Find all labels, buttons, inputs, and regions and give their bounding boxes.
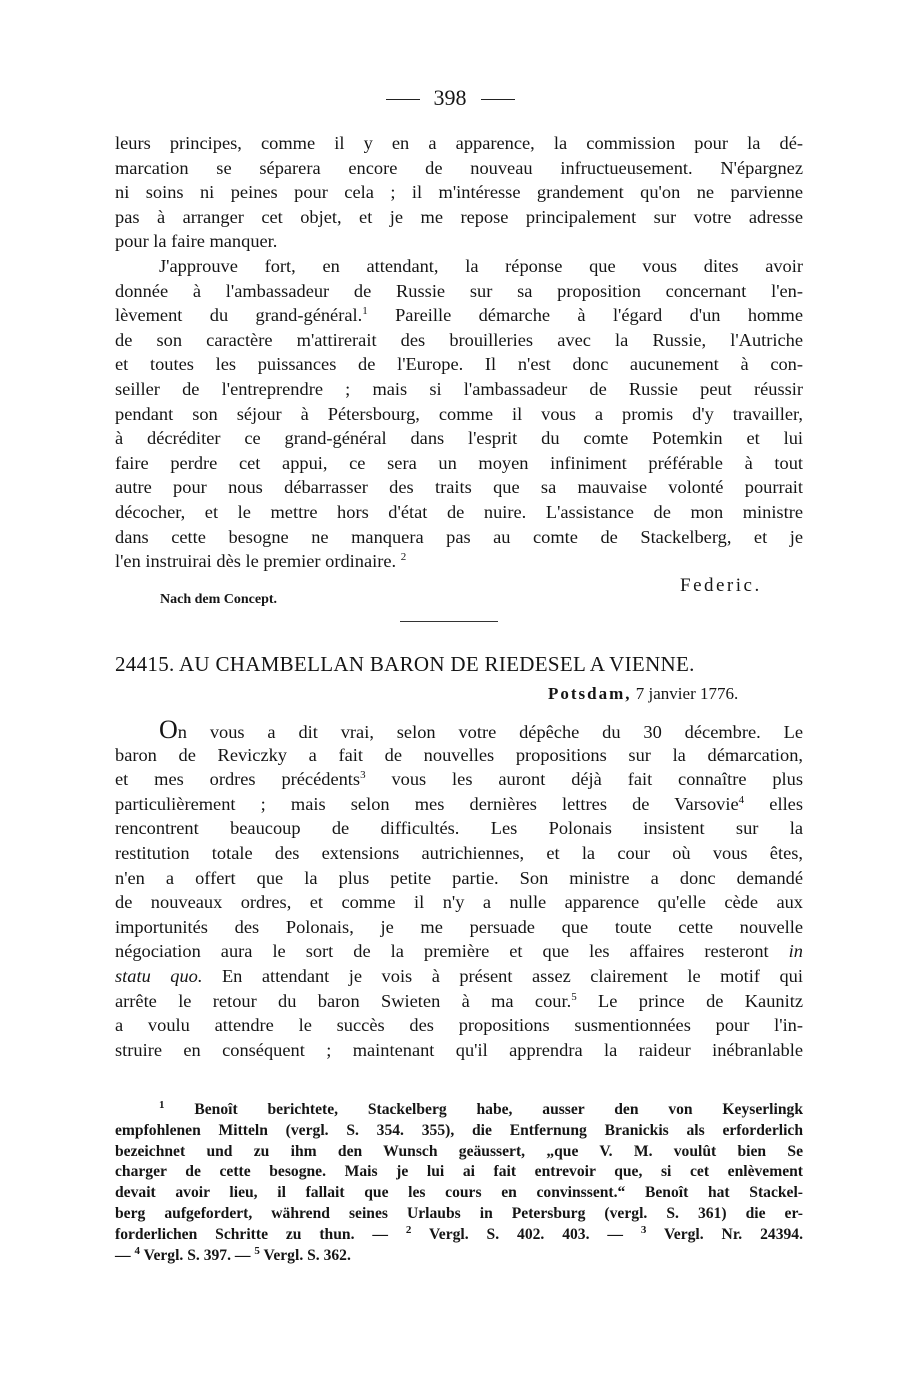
text-line: seiller de l'entreprendre ; mais si l'ambassadeur de Russie peut réussir [115,378,803,399]
text-line: à décréditer ce grand-général dans l'esprit du comte Potemkin et lui [115,428,803,449]
text-segment: Vergl. S. 362. [263,1246,351,1264]
text-segment: lèvement du grand-général. [115,305,363,326]
text-line: pendant son séjour à Pétersbourg, comme il vous a promis d'y travailler, [115,403,803,424]
text-line: marcation se séparera encore de nouveau infructueusement. N'épargnez [115,157,803,178]
text-segment: arrête le retour du baron Swieten à ma cour. [115,990,572,1011]
text-line: importunités des Polonais, je me persuade que toute cette nouvelle [115,916,803,937]
text-segment: forderlichen Schritte zu thun. — [115,1225,388,1243]
text-line: leurs principes, comme il y en a apparence, la commission pour la dé- [115,133,803,153]
text-line: rencontrent beaucoup de difficultés. Les Polonais insistent sur la [115,818,803,839]
footnote-line: bezeichnet und zu ihm den Wunsch geäussert, „que V. M. voulût bien Se [115,1142,803,1160]
text-segment: l'en instruirai dès le premier ordinaire. [115,551,397,572]
text-line: de nouveaux ordres, et comme il n'y a nulle apparence qu'elle cède aux [115,892,803,913]
footnote-marker: 1 [159,1098,165,1111]
text-line [115,939,803,964]
footnote-line: berg aufgefordert, während seines Urlaubs in Petersburg (vergl. S. 361) die er- [115,1204,803,1222]
text-line [115,964,803,989]
text-line: dans cette besogne ne manquera pas au comte de Stackelberg, et je [115,526,803,547]
text-segment: n vous a dit vrai, selon votre dépêche du 30 décembre. Le [177,722,803,742]
page-number-dash-right [481,99,515,100]
lead-letter: O [159,715,178,744]
footnote-line [115,1246,803,1267]
text-line [115,989,803,1014]
text-line: restitution totale des extensions autrichiennes, et la cour où vous êtes, [115,842,803,863]
text-line: et toutes les puissances de l'Europe. Il n'est donc aucunement à con- [115,354,803,375]
signature: Federic. [680,575,762,596]
footnote-marker: 4 [738,793,745,806]
italic-text: in [788,941,803,962]
text-segment: négociation aura le sort de la première et que les affaires resteront [115,941,769,962]
footnote-marker: 2 [400,550,407,563]
letter-title: AU CHAMBELLAN BARON DE RIEDESEL A VIENNE. [178,652,695,676]
text-line: autre pour nous débarrasser des traits que sa mauvaise volonté pourrait [115,477,803,498]
footnote-marker: 2 [405,1223,412,1236]
text-segment: — [115,1246,131,1264]
text-segment: et mes ordres précédents [115,769,361,790]
footnote-marker: 1 [362,305,368,318]
text-segment: En attendant je vois à présent assez clairement le motif qui [221,965,803,986]
footnotes [115,1100,803,1266]
page-number-dash-left [386,99,420,100]
letter-1-body [115,131,803,574]
dateline-date: 7 janvier 1776. [635,684,739,703]
text-line: de son caractère m'attirerait des brouilleries avec la Russie, l'Autriche [115,329,803,350]
letter-2-body [115,715,803,1062]
text-segment: Le prince de Kaunitz [598,990,803,1011]
section-divider [400,621,498,622]
footnote-marker: 3 [360,769,366,782]
text-line: ni soins ni peines pour cela ; il m'intéresse grandement qu'on ne parvienne [115,182,803,203]
text-line [115,549,803,574]
text-line: faire perdre cet appui, ce sera un moyen infiniment préférable à tout [115,452,803,473]
text-segment: Pareille démarche à l'égard d'un homme [395,305,803,326]
text-line: n'en a offert que la plus petite partie. Son ministre a donc demandé [115,867,803,888]
text-segment: particulièrement ; mais selon mes dernières lettres de Varsovie [115,793,739,814]
text-line [115,715,803,744]
text-line: donnée à l'ambassadeur de Russie sur sa proposition concernant l'en- [115,280,803,301]
text-segment: Vergl. S. 397. — [143,1246,251,1264]
text-line [115,767,803,792]
page-number [0,84,900,112]
text-line: pas à arranger cet objet, et je me repose principalement sur votre adresse [115,206,803,227]
footnote-line [115,1100,803,1121]
footnote-marker: 3 [640,1223,647,1236]
text-line: pour la faire manquer. [115,231,278,252]
text-segment: Vergl. Nr. 24394. [663,1225,803,1243]
letter-number: 24415. [115,652,175,676]
footnote-line: empfohlenen Mitteln (vergl. S. 354. 355), die Entfernung Branickis als erforderlich [115,1121,803,1139]
footnote-marker: 5 [571,990,577,1003]
source-note: Nach dem Concept. [160,592,278,607]
footnote-line: charger de cette besogne. Mais je lui ai fait entrevoir que, si cet enlèvement [115,1163,803,1181]
page-number-value: 398 [433,85,467,110]
footnote-marker: 4 [134,1244,140,1257]
text-segment: Vergl. S. 402. 403. — [428,1225,623,1243]
letter-heading [115,652,805,677]
text-segment: Benoît berichtete, Stackelberg habe, ausser den von Keyserlingk [194,1101,803,1118]
text-line [115,303,803,328]
text-line: J'approuve fort, en attendant, la réponse que vous dites avoir [159,255,803,276]
text-line [115,792,803,817]
text-segment: elles [769,793,803,814]
footnote-line: devait avoir lieu, il fallait que les cours en convinssent.“ Benoît hat Stackel- [115,1184,803,1202]
text-line: struire en conséquent ; maintenant qu'il apprendra la raideur inébranlable [115,1039,803,1060]
text-line: baron de Reviczky a fait de nouvelles propositions sur la démarcation, [115,744,803,765]
italic-text: statu quo. [115,965,203,986]
text-line: décocher, et le mettre hors d'état de nuire. L'assistance de mon ministre [115,501,803,522]
text-segment: vous les auront déjà fait connaître plus [391,769,803,790]
dateline [548,684,738,704]
footnote-line [115,1225,803,1246]
footnote-marker: 5 [254,1244,260,1257]
dateline-place: Potsdam, [548,684,632,703]
text-line: a voulu attendre le succès des propositions susmentionnées pour l'in- [115,1015,803,1036]
